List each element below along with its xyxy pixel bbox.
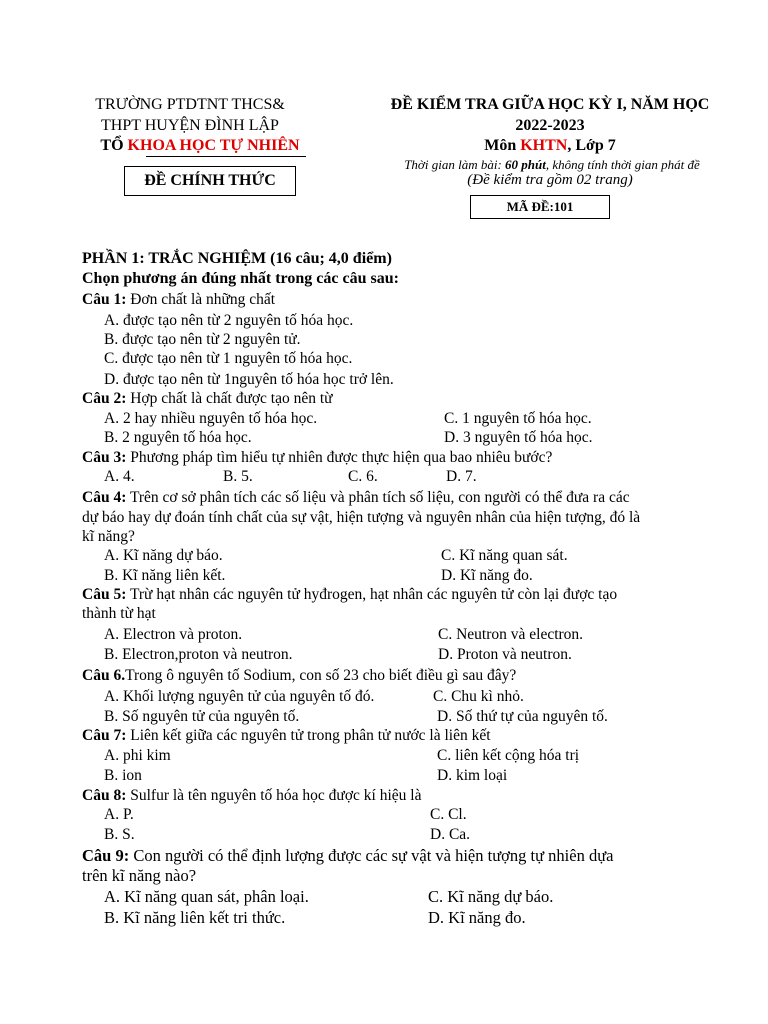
- department-prefix: TỔ: [100, 137, 128, 154]
- question-text: Trong ô nguyên tố Sodium, con số 23 cho biết điều gì sau đây?: [125, 667, 517, 684]
- question-text: Liên kết giữa các nguyên tử trong phân tử nước là liên kết: [126, 727, 491, 744]
- question-text: Đơn chất là những chất: [126, 291, 276, 308]
- time-prefix: Thời gian làm bài:: [404, 157, 506, 172]
- q8-option-c: C. Cl.: [430, 806, 467, 823]
- subject-line: [360, 137, 740, 155]
- q5-option-a: A. Electron và proton.: [104, 626, 243, 643]
- q9-option-a: A. Kĩ năng quan sát, phân loại.: [104, 887, 309, 906]
- question-label: Câu 6.: [82, 667, 126, 684]
- q8-option-d: D. Ca.: [430, 826, 471, 843]
- q9-option-d: D. Kĩ năng đo.: [428, 908, 526, 927]
- q7-option-b: B. ion: [104, 767, 142, 784]
- q1-option-c: C. được tạo nên từ 1 nguyên tố hóa học.: [104, 350, 353, 367]
- question-text-line1: Con người có thể định lượng được các sự vật và hiện tượng tự nhiên dựa: [129, 846, 614, 865]
- time-limit-note: [352, 157, 752, 173]
- q5-option-c: C. Neutron và electron.: [438, 626, 584, 643]
- q6-option-a: A. Khối lượng nguyên tử của nguyên tố đó.: [104, 688, 375, 705]
- question-4-line3: kĩ năng?: [82, 528, 135, 545]
- department-name: [60, 137, 340, 155]
- question-label: Câu 8:: [82, 787, 127, 804]
- question-label: Câu 5:: [82, 586, 127, 603]
- question-7: [82, 726, 491, 745]
- question-9-line2: trên kĩ năng nào?: [82, 866, 197, 885]
- question-9: [82, 846, 613, 865]
- q3-option-b: B. 5.: [223, 468, 253, 485]
- school-year: 2022-2023: [515, 117, 585, 134]
- question-text-line1: Trừ hạt nhân các nguyên tử hyđrogen, hạt nhân các nguyên tử còn lại được tạo: [126, 586, 618, 603]
- q2-option-b: B. 2 nguyên tố hóa học.: [104, 429, 252, 446]
- subject-name: KHTN: [520, 137, 568, 154]
- q3-option-a: A. 4.: [104, 468, 135, 485]
- school-name-line1: TRƯỜNG PTDTNT THCS&: [95, 96, 285, 113]
- q7-option-d: D. kim loại: [437, 767, 508, 784]
- q8-option-b: B. S.: [104, 826, 135, 843]
- question-4-line2: dự báo hay dự đoán tính chất của sự vật, hiện tượng và nguyên nhân của hiện tượng, đó là: [82, 509, 641, 526]
- question-text: Sulfur là tên nguyên tố hóa học được kí hiệu là: [126, 787, 422, 804]
- department-title: KHOA HỌC TỰ NHIÊN: [127, 137, 300, 154]
- q6-option-c: C. Chu kì nhỏ.: [433, 688, 524, 705]
- subject-prefix: Môn: [484, 137, 521, 154]
- page-count-note: (Đề kiểm tra gồm 02 trang): [467, 172, 633, 188]
- question-label: Câu 2:: [82, 390, 127, 407]
- department-underline: [146, 156, 306, 157]
- exam-title: ĐỀ KIỂM TRA GIỮA HỌC KỲ I, NĂM HỌC: [390, 96, 710, 113]
- question-text: Hợp chất là chất được tạo nên từ: [126, 390, 333, 407]
- q6-option-d: D. Số thứ tự của nguyên tố.: [437, 708, 608, 725]
- question-1: [82, 290, 275, 309]
- school-name-line2: THPT HUYỆN ĐÌNH LẬP: [101, 117, 279, 134]
- question-label: Câu 3:: [82, 449, 127, 466]
- q2-option-a: A. 2 hay nhiều nguyên tố hóa học.: [104, 410, 318, 427]
- question-6: [82, 666, 516, 685]
- question-text-line1: Trên cơ sở phân tích các số liệu và phân tích số liệu, con người có thể đưa ra các: [126, 489, 630, 506]
- question-5-line2: thành từ hạt: [82, 605, 156, 622]
- q4-option-d: D. Kĩ năng đo.: [441, 567, 533, 584]
- q4-option-a: A. Kĩ năng dự báo.: [104, 547, 223, 564]
- q1-option-b: B. được tạo nên từ 2 nguyên tử.: [104, 331, 301, 348]
- q2-option-d: D. 3 nguyên tố hóa học.: [444, 429, 593, 446]
- question-label: Câu 4:: [82, 489, 127, 506]
- question-2: [82, 389, 333, 408]
- q8-option-a: A. P.: [104, 806, 134, 823]
- exam-code-box: MÃ ĐỀ:101: [470, 195, 610, 219]
- q4-option-c: C. Kĩ năng quan sát.: [441, 547, 568, 564]
- section-title: PHẦN 1: TRẮC NGHIỆM (16 câu; 4,0 điểm): [82, 250, 392, 267]
- question-3: [82, 448, 552, 467]
- time-suffix: , không tính thời gian phát đề: [545, 157, 700, 172]
- question-8: [82, 786, 421, 805]
- q7-option-a: A. phi kim: [104, 747, 171, 764]
- grade-label: , Lớp 7: [567, 137, 616, 154]
- q5-option-b: B. Electron,proton và neutron.: [104, 646, 293, 663]
- q9-option-b: B. Kĩ năng liên kết tri thức.: [104, 908, 286, 927]
- question-5: [82, 585, 617, 604]
- question-text: Phương pháp tìm hiểu tự nhiên được thực hiện qua bao nhiêu bước?: [126, 449, 553, 466]
- q3-option-c: C. 6.: [348, 468, 378, 485]
- question-4: [82, 488, 630, 507]
- q5-option-d: D. Proton và neutron.: [438, 646, 572, 663]
- q1-option-d: D. được tạo nên từ 1nguyên tố hóa học trở lên.: [104, 371, 394, 388]
- official-exam-label: ĐỀ CHÍNH THỨC: [124, 166, 296, 196]
- q4-option-b: B. Kĩ năng liên kết.: [104, 567, 226, 584]
- q9-option-c: C. Kĩ năng dự báo.: [428, 887, 554, 906]
- q2-option-c: C. 1 nguyên tố hóa học.: [444, 410, 592, 427]
- question-label: Câu 7:: [82, 727, 127, 744]
- time-value: 60 phút: [505, 157, 546, 172]
- q6-option-b: B. Số nguyên tử của nguyên tố.: [104, 708, 300, 725]
- q3-option-d: D. 7.: [446, 468, 477, 485]
- q7-option-c: C. liên kết cộng hóa trị: [437, 747, 580, 764]
- question-label: Câu 9:: [82, 846, 130, 865]
- q1-option-a: A. được tạo nên từ 2 nguyên tố hóa học.: [104, 312, 354, 329]
- question-label: Câu 1:: [82, 291, 127, 308]
- section-instruction: Chọn phương án đúng nhất trong các câu sau:: [82, 270, 399, 287]
